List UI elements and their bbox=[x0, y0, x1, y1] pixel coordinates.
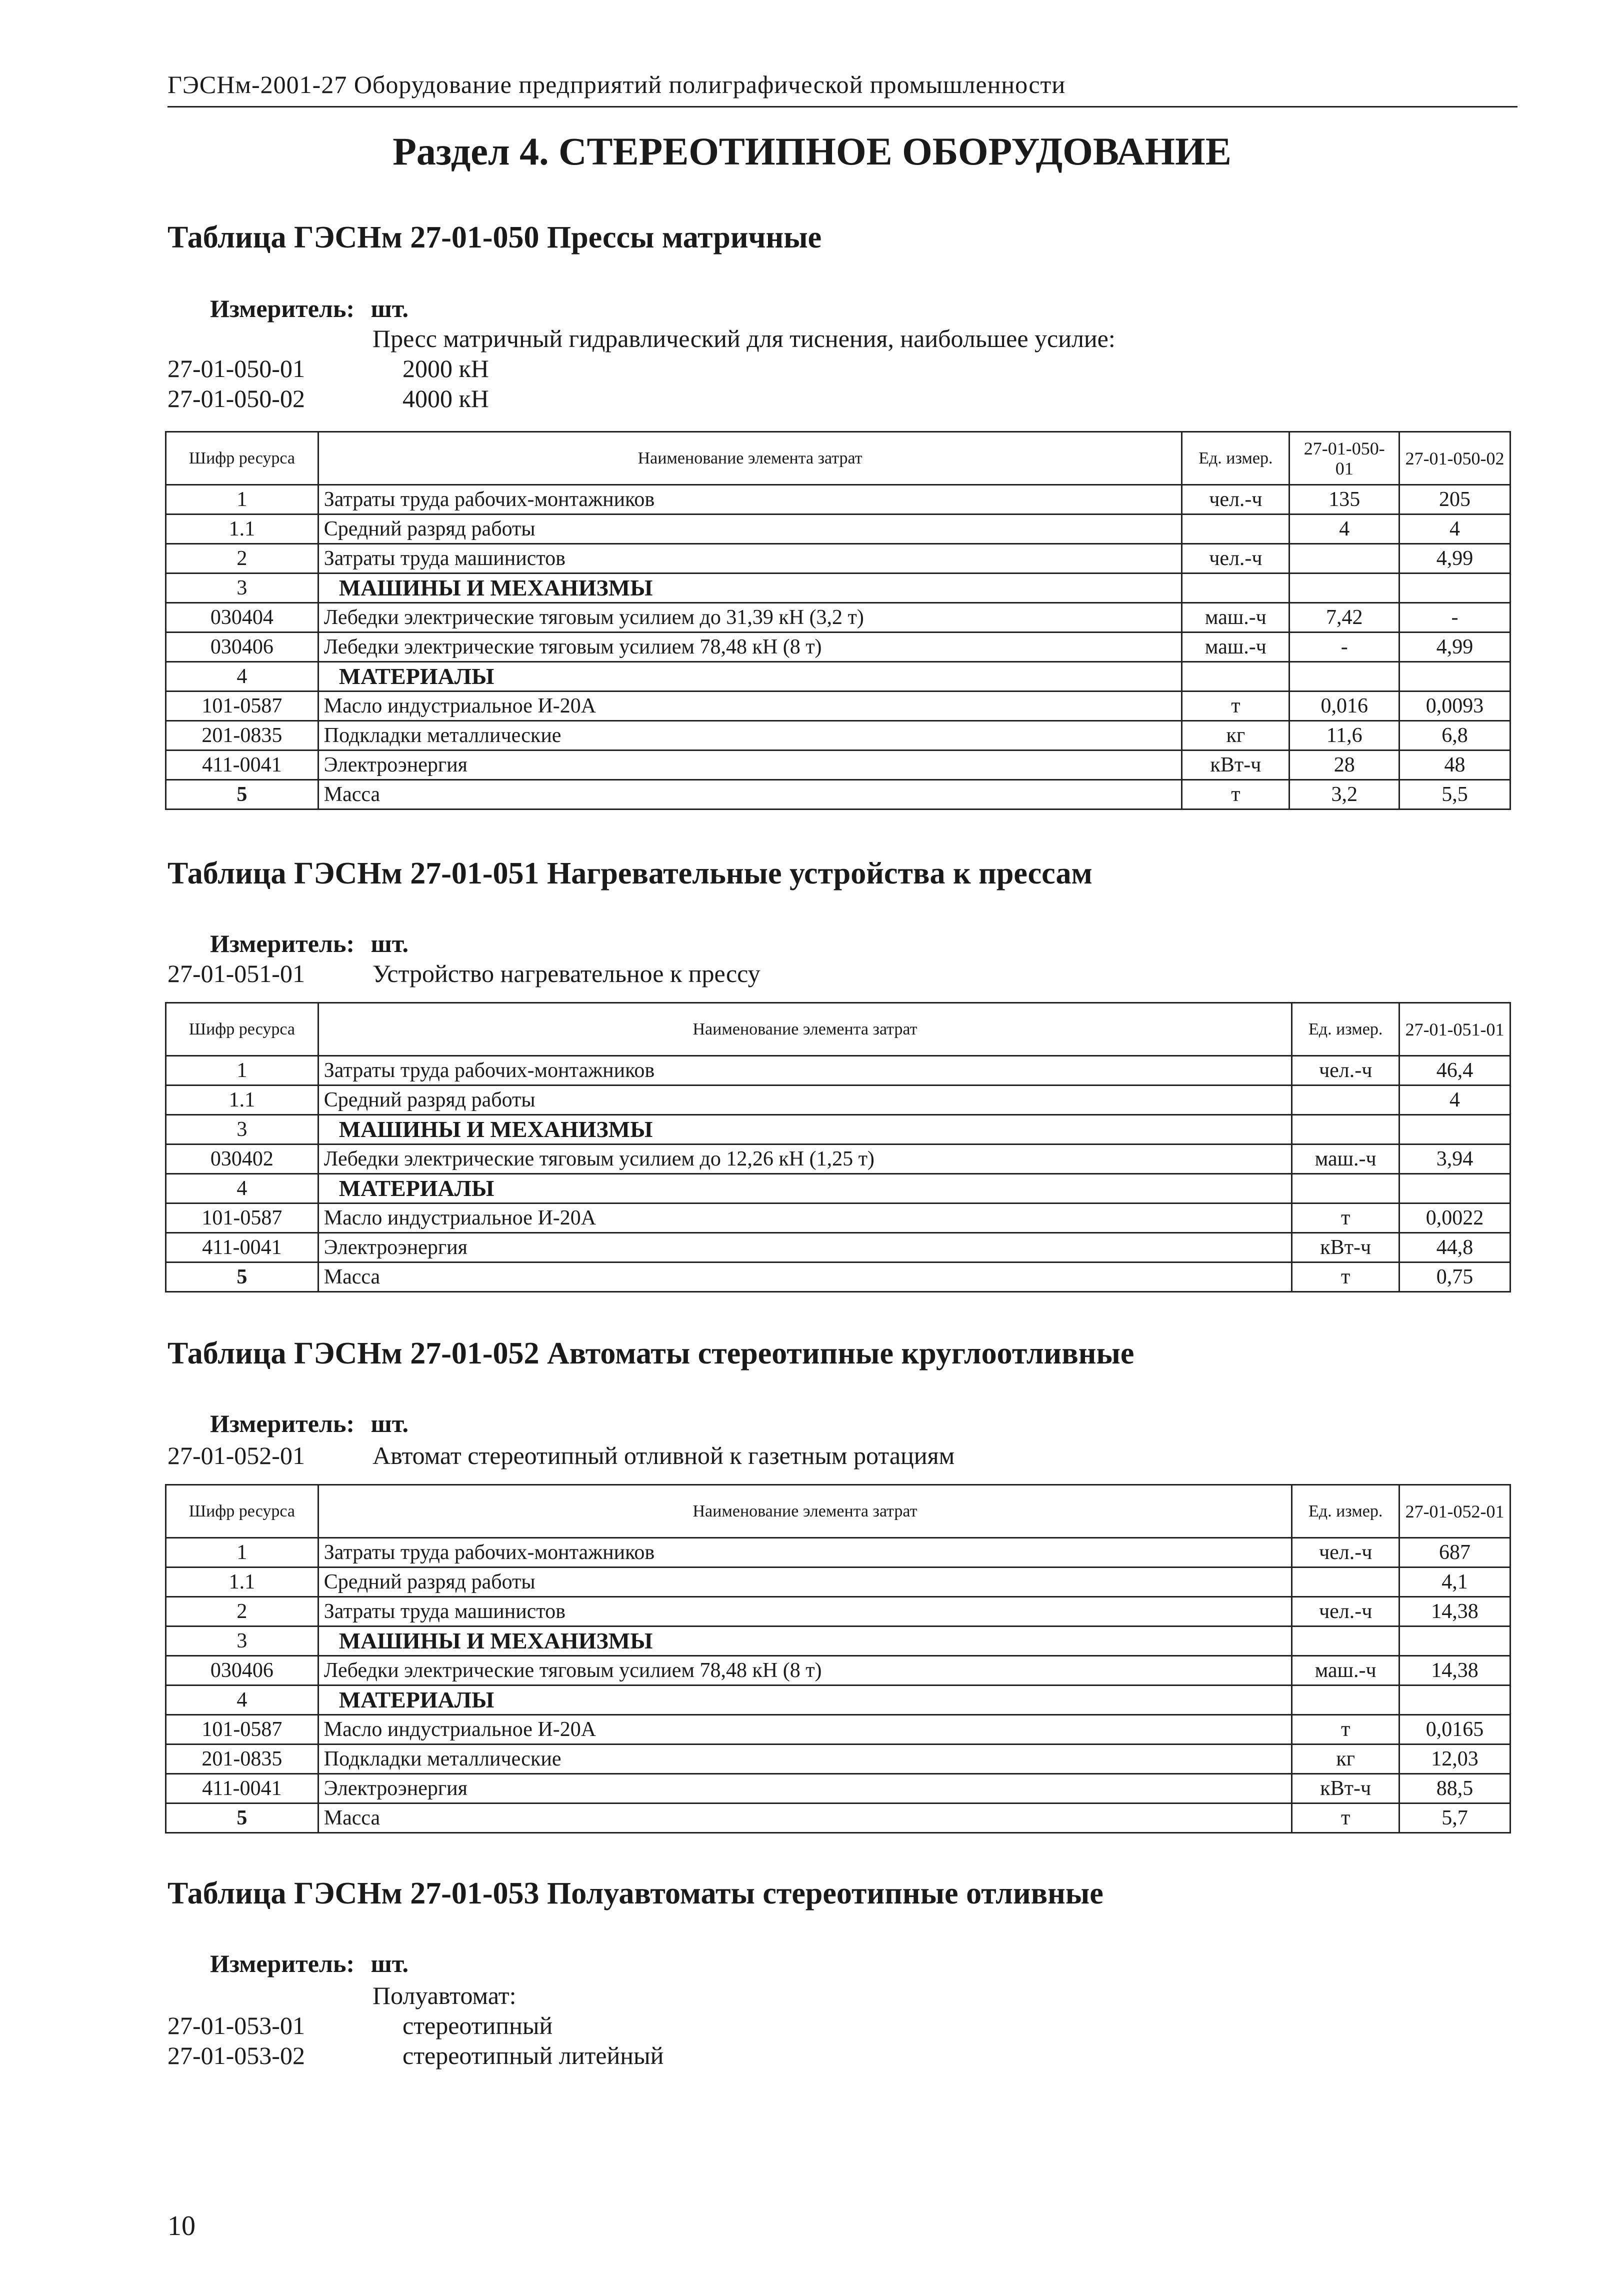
cell-code: 101-0587 bbox=[166, 692, 318, 721]
measure-label: Измеритель: bbox=[210, 294, 355, 322]
cell-unit bbox=[1292, 1115, 1400, 1144]
table-header-row bbox=[166, 1485, 1510, 1538]
table-row bbox=[166, 603, 1510, 632]
table-053-item-value: стереотипный bbox=[402, 2012, 553, 2040]
cell-name: Масло индустриальное И-20А bbox=[318, 1715, 1292, 1744]
cell-value: 14,38 bbox=[1400, 1656, 1510, 1686]
cell-unit bbox=[1182, 662, 1290, 692]
cell-code: 1 bbox=[166, 1056, 318, 1086]
header-unit: Ед. измер. bbox=[1182, 432, 1290, 485]
cell-value: 5,7 bbox=[1400, 1804, 1510, 1833]
header-name: Наименование элемента затрат bbox=[318, 1485, 1292, 1538]
table-051-title: Таблица ГЭСНм 27-01-051 Нагревательные устройства к прессам bbox=[168, 856, 1092, 890]
table-row bbox=[166, 632, 1510, 662]
cell-name: Лебедки электрические тяговым усилием 78,48 кН (8 т) bbox=[318, 1656, 1292, 1686]
table-row bbox=[166, 1744, 1510, 1774]
table-050-title: Таблица ГЭСНм 27-01-050 Прессы матричные bbox=[168, 220, 822, 254]
header-rule bbox=[168, 106, 1518, 108]
table-050-item-value: 4000 кН bbox=[402, 384, 489, 412]
cell-unit: чел.-ч bbox=[1292, 1538, 1400, 1568]
cell-value: - bbox=[1290, 632, 1400, 662]
cell-code: 4 bbox=[166, 1174, 318, 1204]
cell-value: 6,8 bbox=[1400, 721, 1510, 750]
cell-code: 2 bbox=[166, 1597, 318, 1626]
header-col-1: 27-01-051-01 bbox=[1400, 1003, 1510, 1056]
table-row-category bbox=[166, 574, 1510, 603]
cell-code: 101-0587 bbox=[166, 1715, 318, 1744]
cell-value: 14,38 bbox=[1400, 1597, 1510, 1626]
cell-unit bbox=[1292, 1086, 1400, 1115]
cell-code: 5 bbox=[166, 1804, 318, 1833]
table-header-row bbox=[166, 1003, 1510, 1056]
cell-unit bbox=[1292, 1626, 1400, 1656]
header-name: Наименование элемента затрат bbox=[318, 432, 1182, 485]
header-code: Шифр ресурса bbox=[166, 1003, 318, 1056]
cell-code: 3 bbox=[166, 574, 318, 603]
table-050-item-code: 27-01-050-01 bbox=[168, 354, 305, 382]
header-unit: Ед. измер. bbox=[1292, 1485, 1400, 1538]
table-row-category bbox=[166, 1686, 1510, 1715]
cell-unit: кВт-ч bbox=[1182, 750, 1290, 780]
table-row bbox=[166, 1086, 1510, 1115]
measure-label: Измеритель: bbox=[210, 1410, 355, 1438]
measure-unit: шт. bbox=[370, 930, 409, 958]
measure-label: Измеритель: bbox=[210, 930, 355, 958]
table-row bbox=[166, 780, 1510, 810]
cell-name: Средний разряд работы bbox=[318, 1568, 1292, 1597]
cell-code: 030406 bbox=[166, 632, 318, 662]
cell-value: - bbox=[1400, 603, 1510, 632]
cell-code: 1 bbox=[166, 485, 318, 514]
cell-name: Подкладки металлические bbox=[318, 721, 1182, 750]
cell-code: 1 bbox=[166, 1538, 318, 1568]
cell-unit: чел.-ч bbox=[1182, 544, 1290, 574]
cell-name: Масса bbox=[318, 780, 1182, 810]
cell-value: 5,5 bbox=[1400, 780, 1510, 810]
cell-code: 030404 bbox=[166, 603, 318, 632]
cell-name: Лебедки электрические тяговым усилием 78,48 кН (8 т) bbox=[318, 632, 1182, 662]
cell-category: МАТЕРИАЛЫ bbox=[318, 1686, 1292, 1715]
cell-name: Электроэнергия bbox=[318, 1233, 1292, 1262]
table-row bbox=[166, 1262, 1510, 1292]
cell-unit: чел.-ч bbox=[1292, 1056, 1400, 1086]
table-row-category bbox=[166, 1174, 1510, 1204]
cell-name: Масса bbox=[318, 1804, 1292, 1833]
cell-name: Затраты труда рабочих-монтажников bbox=[318, 1538, 1292, 1568]
table-row bbox=[166, 1204, 1510, 1233]
cell-unit: кг bbox=[1182, 721, 1290, 750]
cell-value: 205 bbox=[1400, 485, 1510, 514]
cell-unit: т bbox=[1182, 692, 1290, 721]
cell-value: 11,6 bbox=[1290, 721, 1400, 750]
cell-unit: т bbox=[1292, 1804, 1400, 1833]
table-053-item-value: стереотипный литейный bbox=[402, 2042, 664, 2070]
cell-code: 1.1 bbox=[166, 1568, 318, 1597]
cell-code: 411-0041 bbox=[166, 1233, 318, 1262]
cell-unit: т bbox=[1292, 1204, 1400, 1233]
cell-code: 101-0587 bbox=[166, 1204, 318, 1233]
table-row bbox=[166, 1538, 1510, 1568]
table-row bbox=[166, 1144, 1510, 1174]
cell-unit bbox=[1292, 1568, 1400, 1597]
table-053-item-code: 27-01-053-02 bbox=[168, 2042, 305, 2070]
cell-unit: маш.-ч bbox=[1292, 1144, 1400, 1174]
cell-code: 4 bbox=[166, 1686, 318, 1715]
table-050 bbox=[165, 431, 1511, 810]
cell-value: 135 bbox=[1290, 485, 1400, 514]
cell-category: МАТЕРИАЛЫ bbox=[318, 1174, 1292, 1204]
cell-code: 4 bbox=[166, 662, 318, 692]
table-052 bbox=[165, 1484, 1511, 1834]
cell-value bbox=[1400, 662, 1510, 692]
cell-unit: кВт-ч bbox=[1292, 1774, 1400, 1804]
section-title: Раздел 4. СТЕРЕОТИПНОЕ ОБОРУДОВАНИЕ bbox=[392, 130, 1232, 173]
cell-value: 0,0093 bbox=[1400, 692, 1510, 721]
table-row-category bbox=[166, 1115, 1510, 1144]
header-col-2: 27-01-050-02 bbox=[1400, 432, 1510, 485]
table-row bbox=[166, 514, 1510, 544]
table-050-description: Пресс матричный гидравлический для тиснения, наибольшее усилие: bbox=[372, 324, 1116, 352]
cell-name: Масло индустриальное И-20А bbox=[318, 1204, 1292, 1233]
cell-code: 030402 bbox=[166, 1144, 318, 1174]
cell-value bbox=[1290, 662, 1400, 692]
cell-value bbox=[1400, 1626, 1510, 1656]
cell-value: 48 bbox=[1400, 750, 1510, 780]
table-row bbox=[166, 750, 1510, 780]
cell-unit: т bbox=[1292, 1715, 1400, 1744]
table-052-measure bbox=[210, 1409, 408, 1438]
cell-value: 0,0022 bbox=[1400, 1204, 1510, 1233]
cell-value: 4,99 bbox=[1400, 632, 1510, 662]
header-code: Шифр ресурса bbox=[166, 1485, 318, 1538]
cell-name: Электроэнергия bbox=[318, 1774, 1292, 1804]
measure-unit: шт. bbox=[370, 1950, 409, 1978]
table-052-item-code: 27-01-052-01 bbox=[168, 1442, 305, 1470]
table-051-measure bbox=[210, 929, 408, 958]
cell-unit bbox=[1182, 574, 1290, 603]
table-051-item-value: Устройство нагревательное к прессу bbox=[372, 960, 760, 988]
cell-code: 3 bbox=[166, 1115, 318, 1144]
header-name: Наименование элемента затрат bbox=[318, 1003, 1292, 1056]
cell-value bbox=[1400, 574, 1510, 603]
header-code: Шифр ресурса bbox=[166, 432, 318, 485]
table-row bbox=[166, 1804, 1510, 1833]
cell-value: 4 bbox=[1400, 1086, 1510, 1115]
cell-unit: маш.-ч bbox=[1182, 632, 1290, 662]
page-number: 10 bbox=[168, 2210, 196, 2242]
table-053-title: Таблица ГЭСНм 27-01-053 Полуавтоматы стереотипные отливные bbox=[168, 1876, 1104, 1910]
cell-code: 3 bbox=[166, 1626, 318, 1656]
cell-value: 44,8 bbox=[1400, 1233, 1510, 1262]
cell-unit: кг bbox=[1292, 1744, 1400, 1774]
table-row bbox=[166, 485, 1510, 514]
cell-value: 46,4 bbox=[1400, 1056, 1510, 1086]
cell-unit: чел.-ч bbox=[1182, 485, 1290, 514]
table-052-title: Таблица ГЭСНм 27-01-052 Автоматы стереотипные круглоотливные bbox=[168, 1336, 1134, 1370]
cell-value: 0,75 bbox=[1400, 1262, 1510, 1292]
table-053-item-code: 27-01-053-01 bbox=[168, 2012, 305, 2040]
cell-code: 201-0835 bbox=[166, 1744, 318, 1774]
cell-code: 1.1 bbox=[166, 1086, 318, 1115]
table-053-measure bbox=[210, 1949, 408, 1978]
table-row bbox=[166, 1597, 1510, 1626]
cell-unit: чел.-ч bbox=[1292, 1597, 1400, 1626]
cell-code: 1.1 bbox=[166, 514, 318, 544]
table-row-category bbox=[166, 662, 1510, 692]
cell-value: 28 bbox=[1290, 750, 1400, 780]
cell-value: 4,1 bbox=[1400, 1568, 1510, 1597]
table-row bbox=[166, 1774, 1510, 1804]
table-row bbox=[166, 544, 1510, 574]
cell-name: Лебедки электрические тяговым усилием до 31,39 кН (3,2 т) bbox=[318, 603, 1182, 632]
table-053-description: Полуавтомат: bbox=[372, 1982, 516, 2010]
cell-value: 4 bbox=[1400, 514, 1510, 544]
cell-name: Затраты труда машинистов bbox=[318, 544, 1182, 574]
cell-category: МАШИНЫ И МЕХАНИЗМЫ bbox=[318, 574, 1182, 603]
cell-value bbox=[1400, 1174, 1510, 1204]
cell-code: 2 bbox=[166, 544, 318, 574]
cell-code: 030406 bbox=[166, 1656, 318, 1686]
cell-code: 411-0041 bbox=[166, 1774, 318, 1804]
table-051 bbox=[165, 1002, 1511, 1292]
measure-unit: шт. bbox=[370, 294, 409, 322]
table-050-item-code: 27-01-050-02 bbox=[168, 384, 305, 412]
cell-unit: кВт-ч bbox=[1292, 1233, 1400, 1262]
cell-category: МАТЕРИАЛЫ bbox=[318, 662, 1182, 692]
cell-name: Затраты труда рабочих-монтажников bbox=[318, 1056, 1292, 1086]
cell-unit: т bbox=[1182, 780, 1290, 810]
cell-value: 687 bbox=[1400, 1538, 1510, 1568]
table-row bbox=[166, 721, 1510, 750]
cell-value bbox=[1400, 1115, 1510, 1144]
table-row bbox=[166, 1568, 1510, 1597]
cell-value: 4 bbox=[1290, 514, 1400, 544]
cell-value: 0,0165 bbox=[1400, 1715, 1510, 1744]
table-row bbox=[166, 1715, 1510, 1744]
cell-category: МАШИНЫ И МЕХАНИЗМЫ bbox=[318, 1626, 1292, 1656]
cell-name: Электроэнергия bbox=[318, 750, 1182, 780]
cell-code: 201-0835 bbox=[166, 721, 318, 750]
cell-unit bbox=[1292, 1686, 1400, 1715]
measure-unit: шт. bbox=[370, 1410, 409, 1438]
running-header: ГЭСНм-2001-27 Оборудование предприятий полиграфической промышленности bbox=[168, 70, 1066, 98]
header-unit: Ед. измер. bbox=[1292, 1003, 1400, 1056]
cell-value: 88,5 bbox=[1400, 1774, 1510, 1804]
cell-code: 411-0041 bbox=[166, 750, 318, 780]
cell-value bbox=[1290, 544, 1400, 574]
cell-value bbox=[1290, 574, 1400, 603]
table-050-measure bbox=[210, 294, 408, 323]
cell-name: Подкладки металлические bbox=[318, 1744, 1292, 1774]
cell-unit: т bbox=[1292, 1262, 1400, 1292]
cell-name: Лебедки электрические тяговым усилием до 12,26 кН (1,25 т) bbox=[318, 1144, 1292, 1174]
table-row bbox=[166, 1233, 1510, 1262]
table-052-item-value: Автомат стереотипный отливной к газетным ротациям bbox=[372, 1442, 955, 1470]
cell-unit bbox=[1292, 1174, 1400, 1204]
table-050-item-value: 2000 кН bbox=[402, 354, 489, 382]
measure-label: Измеритель: bbox=[210, 1950, 355, 1978]
cell-code: 5 bbox=[166, 1262, 318, 1292]
cell-value: 12,03 bbox=[1400, 1744, 1510, 1774]
cell-value: 7,42 bbox=[1290, 603, 1400, 632]
table-051-item-code: 27-01-051-01 bbox=[168, 960, 305, 988]
table-header-row bbox=[166, 432, 1510, 485]
cell-name: Затраты труда машинистов bbox=[318, 1597, 1292, 1626]
cell-value: 0,016 bbox=[1290, 692, 1400, 721]
cell-name: Средний разряд работы bbox=[318, 1086, 1292, 1115]
cell-code: 5 bbox=[166, 780, 318, 810]
header-col-1: 27-01-050-01 bbox=[1290, 432, 1400, 485]
cell-name: Затраты труда рабочих-монтажников bbox=[318, 485, 1182, 514]
table-row bbox=[166, 1656, 1510, 1686]
cell-unit: маш.-ч bbox=[1292, 1656, 1400, 1686]
cell-category: МАШИНЫ И МЕХАНИЗМЫ bbox=[318, 1115, 1292, 1144]
table-row bbox=[166, 1056, 1510, 1086]
cell-name: Средний разряд работы bbox=[318, 514, 1182, 544]
table-row bbox=[166, 692, 1510, 721]
cell-name: Масса bbox=[318, 1262, 1292, 1292]
table-row-category bbox=[166, 1626, 1510, 1656]
cell-name: Масло индустриальное И-20А bbox=[318, 692, 1182, 721]
cell-value: 3,94 bbox=[1400, 1144, 1510, 1174]
cell-value: 3,2 bbox=[1290, 780, 1400, 810]
cell-value bbox=[1400, 1686, 1510, 1715]
cell-unit: маш.-ч bbox=[1182, 603, 1290, 632]
header-col-1: 27-01-052-01 bbox=[1400, 1485, 1510, 1538]
cell-value: 4,99 bbox=[1400, 544, 1510, 574]
cell-unit bbox=[1182, 514, 1290, 544]
